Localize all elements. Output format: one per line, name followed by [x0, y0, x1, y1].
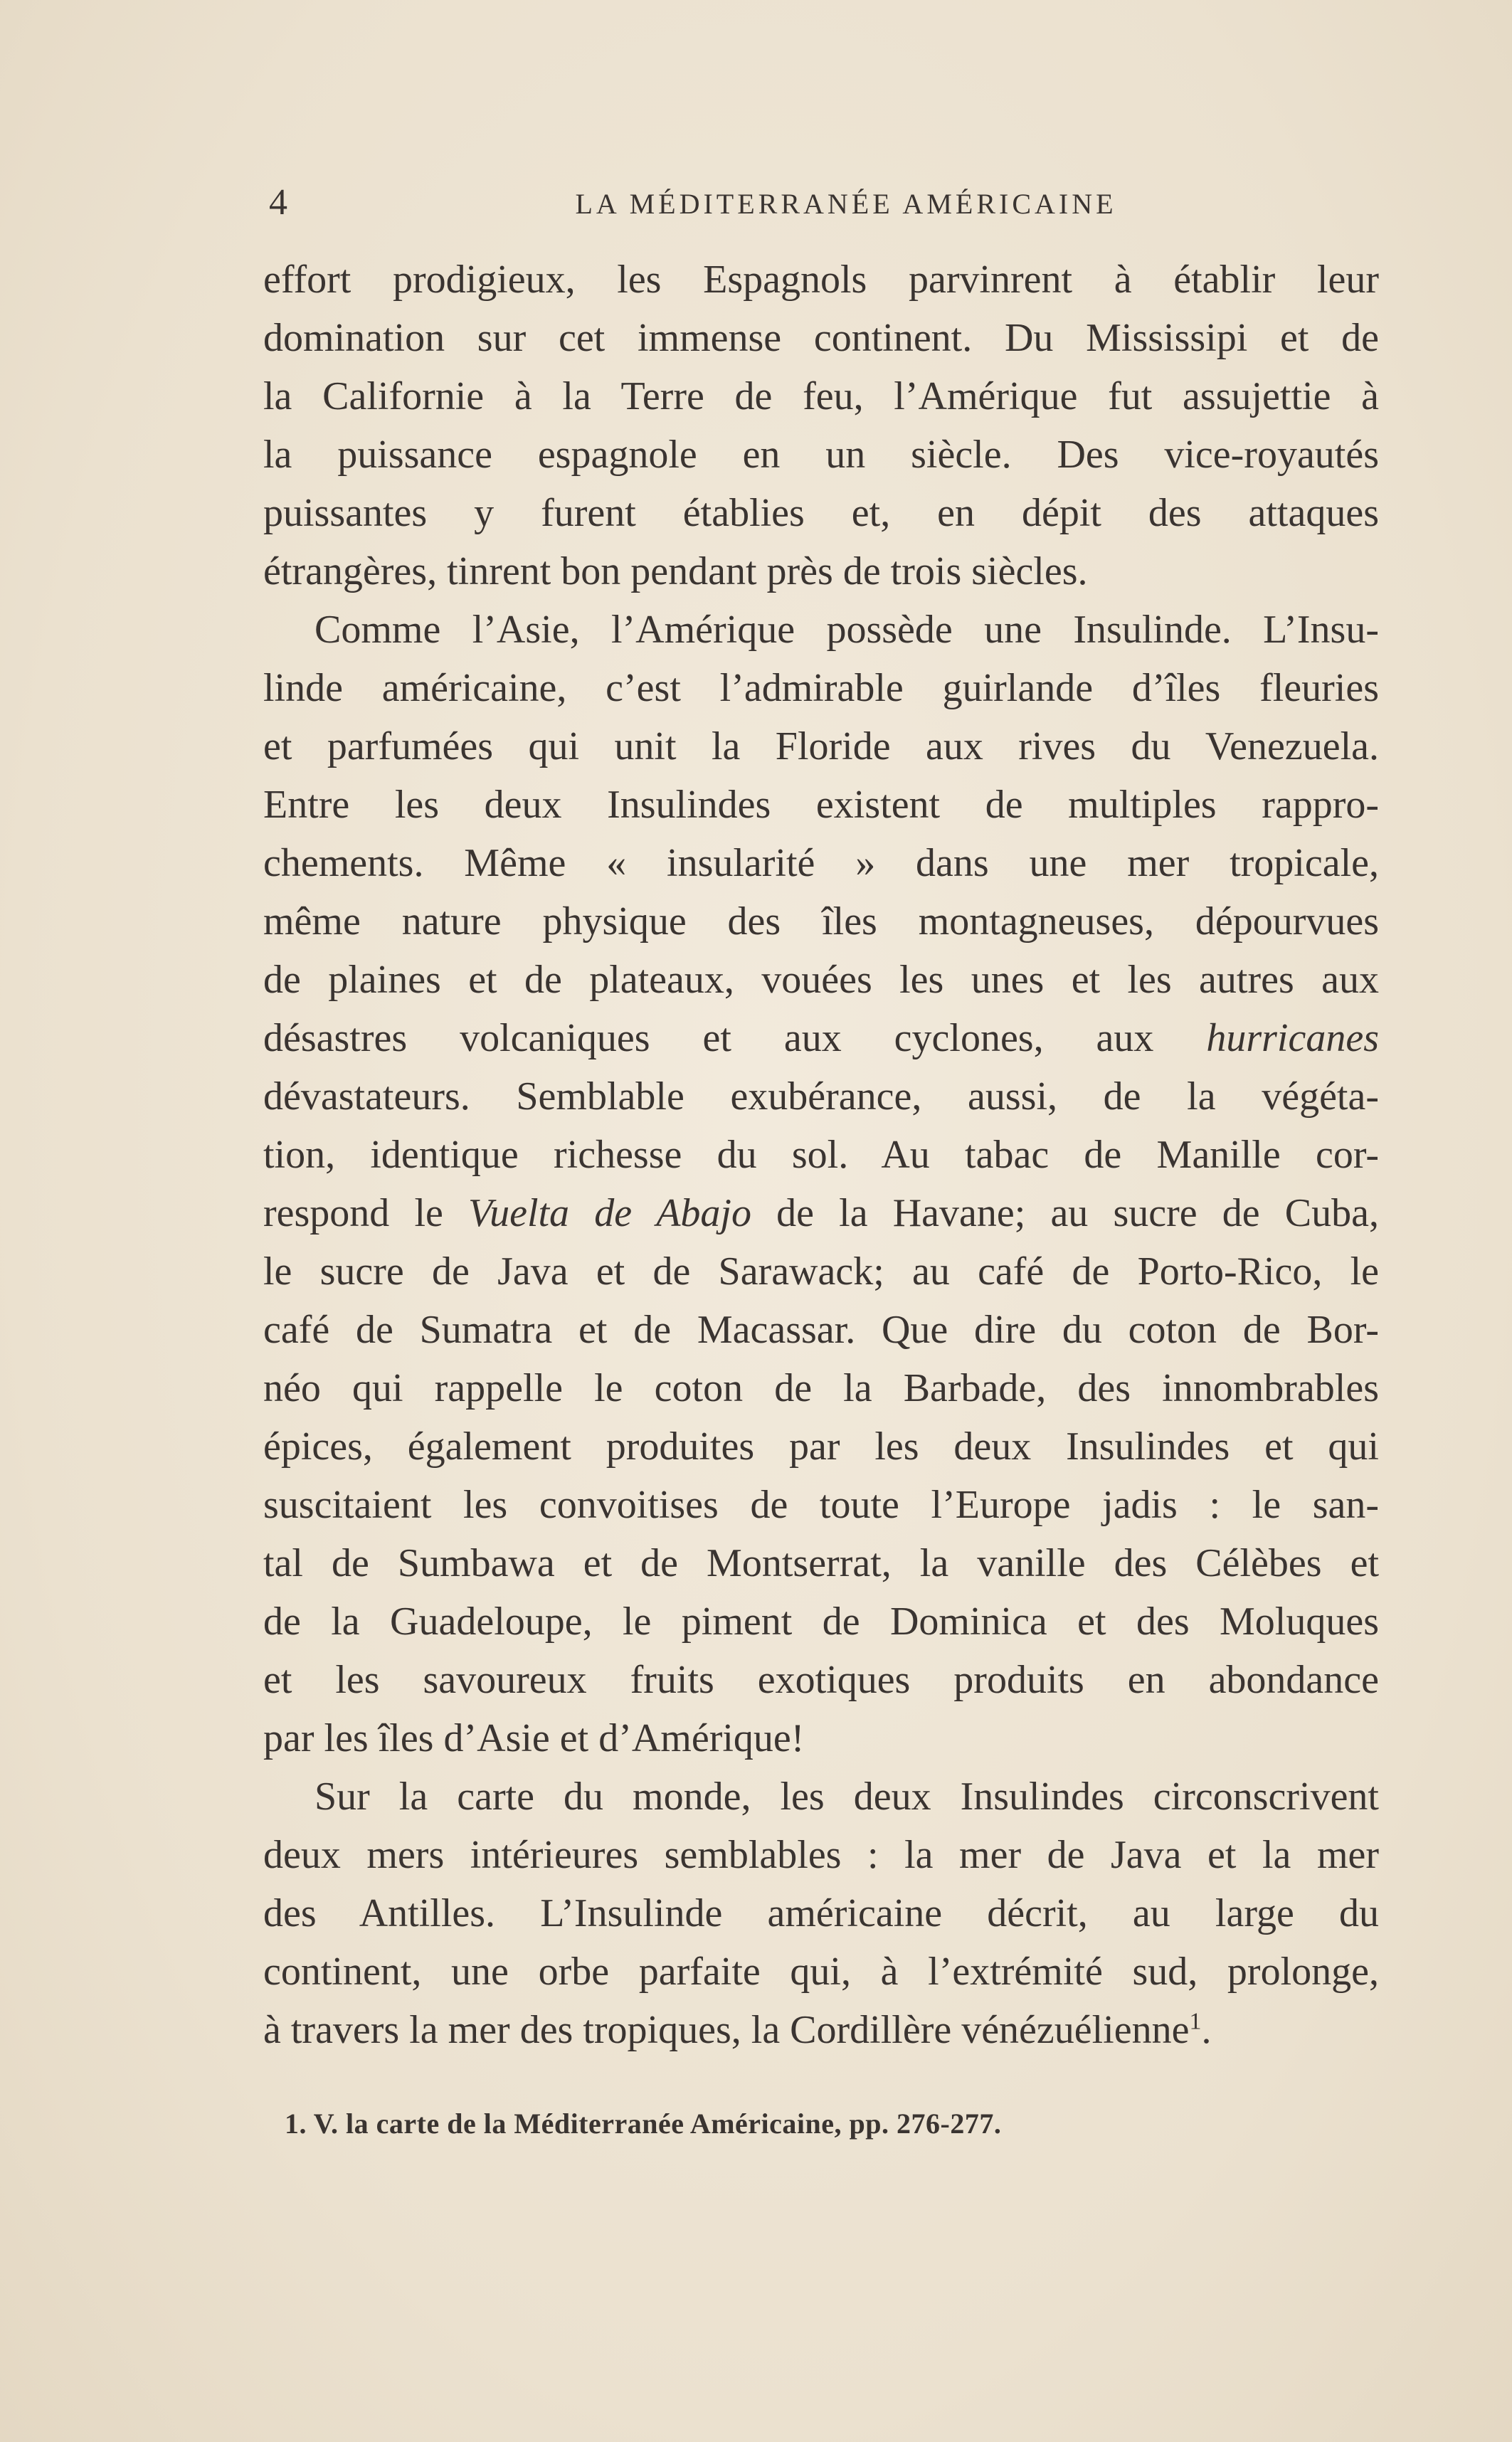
text-line: de plaines et de plateaux, vouées les unes et les autres aux [263, 958, 1379, 1002]
text-line: domination sur cet immense continent. Du Mississipi et de [263, 316, 1379, 360]
body-text [263, 250, 1379, 2059]
text-line: puissantes y furent établies et, en dépit des attaques [263, 491, 1379, 535]
running-title: LA MÉDITERRANÉE AMÉRICAINE [575, 188, 1117, 220]
text-line: des Antilles. L’Insulinde américaine décrit, au large du [263, 1891, 1379, 1935]
text-line: néo qui rappelle le coton de la Barbade, des innombrables [263, 1366, 1379, 1410]
text-line: étrangères, tinrent bon pendant près de trois siècles. [263, 549, 1088, 593]
text-line: chements. Même « insularité » dans une mer tropicale, [263, 841, 1379, 885]
text-line: de la Guadeloupe, le piment de Dominica et des Moluques [263, 1600, 1379, 1644]
footnote: 1. V. la carte de la Méditerranée Américaine, pp. 276-277. [285, 2108, 1002, 2140]
page-number: 4 [269, 182, 288, 223]
text-line: le sucre de Java et de Sarawack; au café de Porto-Rico, le [263, 1249, 1379, 1294]
text-line: épices, également produites par les deux Insulindes et qui [263, 1424, 1379, 1469]
text-line: suscitaient les convoitises de toute l’Europe jadis : le san- [263, 1483, 1379, 1527]
text-line: et les savoureux fruits exotiques produits en abondance [263, 1658, 1379, 1702]
text-line: même nature physique des îles montagneuses, dépourvues [263, 899, 1379, 944]
text-line: Comme l’Asie, l’Amérique possède une Insulinde. L’Insu- [314, 608, 1379, 652]
text-line: deux mers intérieures semblables : la mer de Java et la mer [263, 1833, 1379, 1877]
text-line: linde américaine, c’est l’admirable guirlande d’îles fleuries [263, 666, 1379, 710]
text-line: Sur la carte du monde, les deux Insulindes circonscrivent [314, 1775, 1379, 1819]
text-line: effort prodigieux, les Espagnols parvinrent à établir leur [263, 258, 1379, 302]
text-line: et parfumées qui unit la Floride aux rives du Venezuela. [263, 724, 1379, 768]
text-line: à travers la mer des tropiques, la Cordillère vénézuélienne$^1$. [263, 2008, 1212, 2052]
text-line: dévastateurs. Semblable exubérance, aussi, de la végéta- [263, 1074, 1379, 1119]
text-line: continent, une orbe parfaite qui, à l’extrémité sud, prolonge, [263, 1950, 1379, 1994]
text-line: tal de Sumbawa et de Montserrat, la vanille des Célèbes et [263, 1541, 1379, 1585]
text-line: Entre les deux Insulindes existent de multiples rappro- [263, 783, 1379, 827]
text-line: désastres volcaniques et aux cyclones, aux hurricanes [263, 1016, 1379, 1060]
footnote-marker: 1 [1189, 2008, 1202, 2035]
text-line: la Californie à la Terre de feu, l’Amérique fut assujettie à [263, 374, 1379, 418]
text-line: respond le Vuelta de Abajo de la Havane; au sucre de Cuba, [263, 1191, 1379, 1235]
running-head [263, 181, 1379, 224]
text-line: tion, identique richesse du sol. Au tabac de Manille cor- [263, 1133, 1379, 1177]
text-line: la puissance espagnole en un siècle. Des vice-royautés [263, 433, 1379, 477]
text-line: café de Sumatra et de Macassar. Que dire du coton de Bor- [263, 1308, 1379, 1352]
text-line: par les îles d’Asie et d’Amérique! [263, 1716, 805, 1760]
